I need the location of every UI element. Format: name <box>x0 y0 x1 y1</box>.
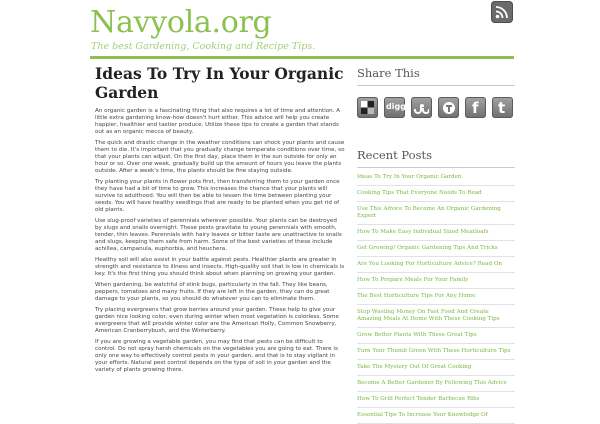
post-paragraph: Try placing evergreens that grow berries around your garden. These help to give your garden nice looking color, even during winter when most vegetation is colorless. Some evergreens that will provide winter color are the American Holly, Common Snowberry, American Cranberrybush, and the Winterberry. <box>95 307 339 334</box>
rss-icon <box>495 5 509 19</box>
recent-post-link[interactable]: How To Prepare Meals For Your Family <box>357 273 515 289</box>
recent-post-link[interactable]: Essential Tips To Increase Your Knowledge Of <box>357 408 515 424</box>
recent-post-link[interactable]: Grow Better Plants With These Great Tips <box>357 328 515 344</box>
site-title[interactable]: Navyola.org <box>90 5 272 40</box>
post-paragraph: If you are growing a vegetable garden, you may find that pests can be difficult to control. Do not spray harsh chemicals on the vegetables you are going to eat. There is only one way to effectively control pests in your garden, and that is to stay vigilant in your efforts. Natural pest control depends on the type of soil in your garden and the variety of plants growing there. <box>95 339 338 373</box>
site-tagline: The best Gardening, Cooking and Recipe Tips. <box>91 41 316 52</box>
twitter-label: t <box>498 99 506 117</box>
technorati-icon[interactable] <box>438 97 459 118</box>
twitter-icon[interactable] <box>492 97 513 118</box>
recent-post-link[interactable]: How To Make Easy Individual Sized Meatloafs <box>357 225 515 241</box>
facebook-icon[interactable] <box>465 97 486 118</box>
recent-post-link[interactable]: Turn Your Thumb Green With These Horticulture Tips <box>357 344 515 360</box>
rss-button[interactable] <box>491 1 513 23</box>
site-header <box>0 0 600 56</box>
digg-label: digg <box>386 102 406 111</box>
post-paragraph: Try planting your plants in flower pots first, then transferring them to your garden once they have had a bit of time to grow. This increases the chance that your plants will survive to adulthood. You will then be able to lessen the time between planting your seeds. You will have healthy seedlings that are ready to be planted when you get rid of old plants. <box>95 179 340 213</box>
post-paragraph: An organic garden is a fascinating thing that also requires a lot of time and attention. A little extra gardening know-how doesn't hurt either. This advice will help you create happier, healthier and tastier produce. Utilize these tips to create a garden that stands out as an organic mecca of beauty. <box>95 108 341 135</box>
share-icons <box>357 97 515 118</box>
recent-post-link[interactable]: Ideas To Try In Your Organic Garden <box>357 170 515 186</box>
recent-divider <box>357 167 515 168</box>
recent-post-link[interactable]: Cooking Tips That Everyone Needs To Read <box>357 186 515 202</box>
post-paragraph: Healthy soil will also assist in your battle against pests. Healthier plants are greater in strength and resistance to illness and insects. High-quality soil that is low in chemicals is key. It's the first thing you should think about when planning on growing your garden. <box>95 257 345 277</box>
digg-icon[interactable] <box>384 97 405 118</box>
post-paragraph: When gardening, be watchful of stink bugs, particularly in the fall. They like beans, peppers, tomatoes and many fruits. If they are left in the garden, they can do great damage to your plants, so you should do whatever you can to eliminate them. <box>95 282 330 302</box>
recent-post-link[interactable]: Take The Mystery Out Of Great Cooking <box>357 360 515 376</box>
recent-posts-list <box>357 170 515 424</box>
delicious-icon[interactable] <box>357 97 378 118</box>
post-paragraph: The quick and drastic change in the weather conditions can shock your plants and cause them to die. It's important that you gradually change temperate conditions over time, so that your plants can adjust. On the first day, place them in the sun outside for only an hour or so. Over one week, gradually build up the amount of hours you leave the plants outside. After a week's time, the plants should be fine staying outside. <box>95 140 345 174</box>
recent-post-link[interactable]: How To Grill Perfect Tender Barbecue Ribs <box>357 392 515 408</box>
post-content <box>95 64 345 378</box>
stumbleupon-icon[interactable] <box>411 97 432 118</box>
recent-posts-title: Recent Posts <box>357 148 433 162</box>
recent-post-link[interactable]: Are You Looking For Horticulture Advice? Read On <box>357 257 515 273</box>
header-divider <box>90 56 514 59</box>
facebook-label: f <box>472 99 479 117</box>
recent-post-link[interactable]: Get Growing! Organic Gardening Tips And Tricks <box>357 241 515 257</box>
post-paragraph: Use slug-proof varieties of perennials wherever possible. Your plants can be destroyed by slugs and snails overnight. These pests gravitate to young perennials with smooth, tender, thin leaves. Perennials with hairy leaves or bitter taste are unattractive to snails and slugs, keeping them safe from harm. Some of the best varieties of these include achillea, campanula, euphorbia, and heuchera. <box>95 218 342 252</box>
post-title[interactable]: Ideas To Try In Your Organic Garden <box>95 64 344 102</box>
share-widget-title: Share This <box>357 66 420 80</box>
recent-post-link[interactable]: The Best Horticulture Tips For Any Home <box>357 289 515 305</box>
recent-post-link[interactable]: Stop Wasting Money On Fast Food And Create Amazing Meals At Home With These Cooking Tips <box>357 305 515 328</box>
sidebar <box>357 64 515 424</box>
post-body <box>95 108 345 374</box>
recent-post-link[interactable]: Become A Better Gardener By Following This Advice <box>357 376 515 392</box>
share-divider <box>357 85 515 86</box>
recent-post-link[interactable]: Use This Advice To Become An Organic Gardening Expert <box>357 202 515 225</box>
